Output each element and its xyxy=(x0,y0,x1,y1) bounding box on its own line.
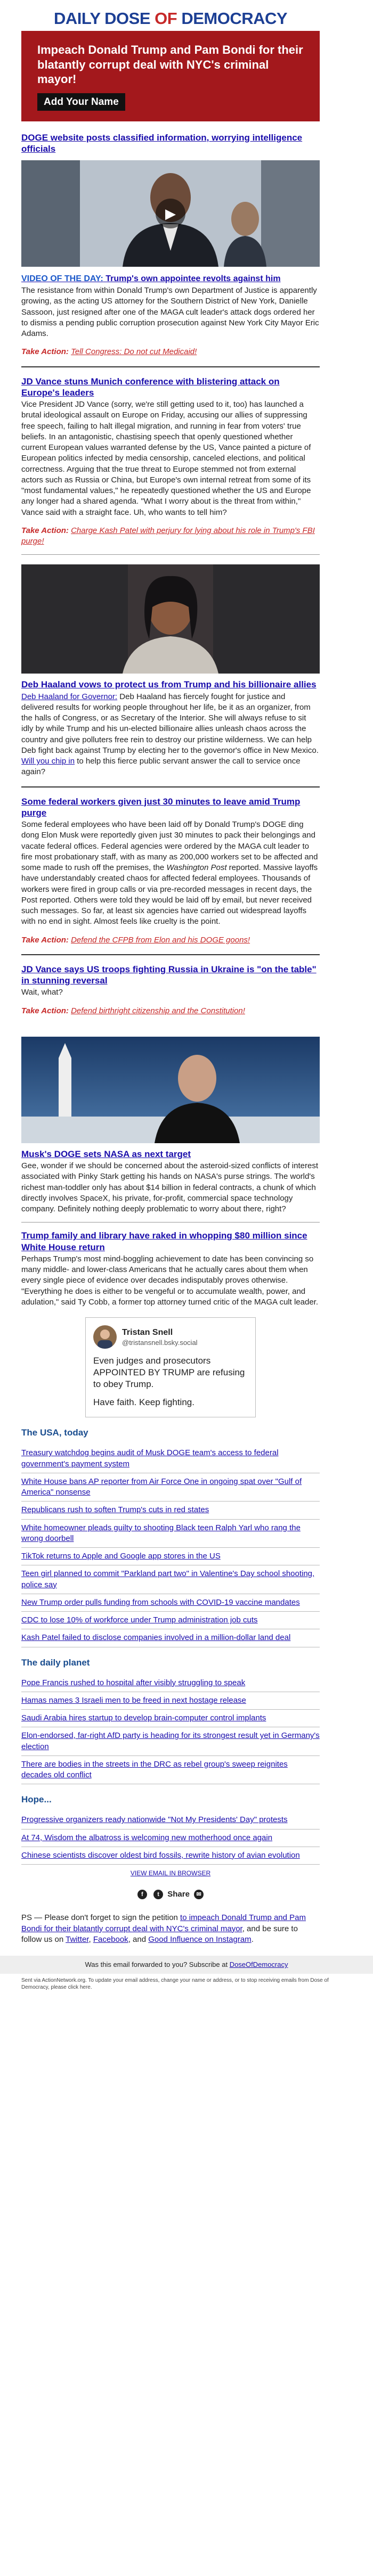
planet-item-link[interactable]: Hamas names 3 Israeli men to be freed in next hostage release xyxy=(21,1695,246,1705)
add-name-button[interactable]: Add Your Name xyxy=(37,93,125,111)
list-item[interactable] xyxy=(21,1594,320,1612)
vod-title: Trump's own appointee revolts against him xyxy=(103,274,281,283)
facebook-link[interactable]: Facebook xyxy=(93,1934,128,1944)
brand-logo[interactable] xyxy=(21,0,320,31)
haaland-headline-link[interactable]: Deb Haaland vows to protect us from Trump and his billionaire allies xyxy=(21,679,317,690)
take-action-cfpb xyxy=(21,935,320,946)
take-action-label: Take Action: xyxy=(21,1006,69,1015)
post-author-name: Tristan Snell xyxy=(122,1327,173,1337)
federal-body-part2: reported. Massive layoffs have understandably created chaos for affected federal employees. Thousands of workers were fired in group calls or via pre-recorded messages in recent days, the Post reported. Others were told they would be laid off by email, but never received such messages. So far, at least six agencies have carried out widespread layoffs with no end in sight. Almost feels like cruelty is the point. xyxy=(21,863,318,926)
usa-item-link[interactable]: Treasury watchdog begins audit of Musk DOGE team's access to federal government's payment system xyxy=(21,1448,279,1469)
federal-workers-link[interactable]: Some federal workers given just 30 minutes to leave amid Trump purge xyxy=(21,796,301,818)
cfpb-action-link[interactable]: Defend the CFPB from Elon and his DOGE goons! xyxy=(71,935,250,945)
library-body: Perhaps Trump's most mind-boggling achievement to date has been convincing so many middle- and lower-class Americans that he actually cares about them when every single piece of evidence over decades indisputably proves otherwise. "Everything he does is either to be vengeful or to accumulate wealth, power, and adulation," said Ty Cobb, a former top attorney turned critic of the MAGA cult leader. xyxy=(21,1254,319,1307)
list-item[interactable] xyxy=(21,1445,320,1473)
usa-item-link[interactable]: New Trump order pulls funding from schools with COVID-19 vaccine mandates xyxy=(21,1597,300,1607)
list-item[interactable] xyxy=(21,1473,320,1502)
take-action-label: Take Action: xyxy=(21,526,69,535)
twitter-link[interactable]: Twitter xyxy=(66,1934,89,1944)
take-action-label: Take Action: xyxy=(21,935,69,945)
take-action-medicaid xyxy=(21,347,320,357)
embedded-post[interactable] xyxy=(85,1317,256,1417)
instagram-link[interactable]: Good Influence on Instagram xyxy=(148,1934,252,1944)
patel-action-link[interactable]: Charge Kash Patel with perjury for lying about his role in Trump's FBI purge! xyxy=(21,526,315,546)
footer xyxy=(0,1956,373,1974)
banner-text: Impeach Donald Trump and Pam Bondi for their blatantly corrupt deal with NYC's criminal mayor! xyxy=(37,43,303,86)
view-in-browser-link[interactable]: VIEW EMAIL IN BROWSER xyxy=(130,1869,211,1877)
usa-item-link[interactable]: Teen girl planned to commit "Parkland part two" in Valentine's Day school shooting, police say xyxy=(21,1569,315,1589)
divider xyxy=(21,366,320,367)
twitter-icon[interactable]: t xyxy=(153,1890,163,1899)
video-thumbnail[interactable] xyxy=(21,160,320,267)
footer-text: Was this email forwarded to you? Subscribe at xyxy=(85,1960,230,1969)
list-item[interactable] xyxy=(21,1847,320,1865)
musk-nasa-photo[interactable] xyxy=(21,1037,320,1143)
musk-image xyxy=(21,1037,320,1143)
brand-part3: DEMOCRACY xyxy=(181,9,288,28)
musk-nasa-link[interactable]: Musk's DOGE sets NASA as next target xyxy=(21,1148,191,1159)
citizenship-action-link[interactable]: Defend birthright citizenship and the Constitution! xyxy=(71,1006,245,1015)
section-title-hope: Hope... xyxy=(21,1794,52,1805)
list-item[interactable] xyxy=(21,1612,320,1629)
email-icon[interactable]: ✉ xyxy=(194,1890,204,1899)
brand-part2: OF xyxy=(155,9,182,28)
list-item[interactable] xyxy=(21,1830,320,1847)
newsletter xyxy=(21,0,320,1945)
list-item[interactable] xyxy=(21,1629,320,1647)
vod-label: VIDEO OF THE DAY: xyxy=(21,274,103,283)
ps-text: , and be sure to follow us on xyxy=(21,1924,298,1944)
post-author-handle: @tristansnell.bsky.social xyxy=(122,1339,198,1347)
medicaid-action-link[interactable]: Tell Congress: Do not cut Medicaid! xyxy=(71,347,197,357)
vod-body: The resistance from within Donald Trump's own Department of Justice is apparently growing, as the acting US attorney for the Southern District of New York, Danielle Sassoon, just resigned after one of the MAGA cult leader's attack dogs ordered her to dismiss a pending public corruption prosecution against New York City Mayor Eric Adams. xyxy=(21,286,319,339)
divider xyxy=(21,954,320,955)
post-text-2: Have faith. Keep fighting. xyxy=(93,1397,194,1408)
top-story-link[interactable]: DOGE website posts classified information, worrying intelligence officials xyxy=(21,133,303,154)
nasa-body: Gee, wonder if we should be concerned about the asteroid-sized conflicts of interest associated with Pinky Stark getting his hands on NASA's purse strings. The world's richest man-toddler only has about $14 billion in federal contracts, a chunk of which directly involves SpaceX, his private, for-profit, commercial space technology company. Definitely nothing deeply problematic to worry about there, right? xyxy=(21,1161,318,1214)
list-item[interactable] xyxy=(21,1548,320,1565)
divider xyxy=(21,554,320,555)
hope-item-link[interactable]: At 74, Wisdom the albatross is welcoming new motherhood once again xyxy=(21,1833,273,1842)
federal-body xyxy=(21,819,320,928)
ps-and: , and xyxy=(128,1934,149,1944)
trump-library-link[interactable]: Trump family and library have raked in whopping $80 million since White House return xyxy=(21,1230,307,1252)
ps-comma: , xyxy=(88,1934,93,1944)
list-item[interactable] xyxy=(21,1692,320,1710)
hope-item-link[interactable]: Chinese scientists discover oldest bird fossils, rewrite history of avian evolution xyxy=(21,1850,300,1860)
ukraine-body: Wait, what? xyxy=(21,988,63,997)
brand-part1: DAILY DOSE xyxy=(53,9,151,28)
vance-ukraine-link[interactable]: JD Vance says US troops fighting Russia in Ukraine is "on the table" in stunning reversal xyxy=(21,964,317,986)
take-action-citizenship xyxy=(21,1006,320,1016)
play-icon[interactable]: ▶ xyxy=(156,199,185,228)
federal-body-part1: Some federal employees who have been laid off by Donald Trump's DOGE ding dong Elon Musk were reportedly given just 30 minutes to pack their belongings and vacate federal offices. Federal agencies were ordered by the MAGA cult leader to fire most probationary staff, with as many as 200,000 workers set to be affected and some made to rush off the premises, the xyxy=(21,820,318,873)
haaland-image xyxy=(21,564,320,674)
planet-news-list xyxy=(21,1675,320,1785)
take-action-label: Take Action: xyxy=(21,347,69,357)
subscribe-link[interactable]: DoseOfDemocracy xyxy=(229,1960,288,1969)
list-item[interactable] xyxy=(21,1675,320,1692)
petition-link[interactable]: to impeach Donald Trump and Pam Bondi for their blatantly corrupt deal with NYC's criminal mayor xyxy=(21,1913,306,1933)
avatar-image xyxy=(93,1325,117,1349)
haaland-photo[interactable] xyxy=(21,564,320,674)
list-item[interactable] xyxy=(21,1710,320,1727)
planet-item-link[interactable]: Elon-endorsed, far-right AfD party is heading for its strongest result yet in Germany's election xyxy=(21,1731,320,1751)
list-item[interactable] xyxy=(21,1727,320,1756)
share-bar xyxy=(21,1889,320,1900)
ps-text: PS — Please don't forget to sign the petition xyxy=(21,1913,181,1923)
list-item[interactable] xyxy=(21,1502,320,1519)
facebook-icon[interactable]: f xyxy=(137,1890,147,1899)
share-label: Share xyxy=(167,1890,190,1899)
legal-text: Sent via ActionNetwork.org. To update your email address, change your name or address, or to stop receiving emails from Dose of Democracy, please click here. xyxy=(21,1977,329,1991)
vance-body: Vice President JD Vance (sorry, we're still getting used to it, too) has launched a brutal ideological assault on Europe on Friday, accusing our allies of suppressing free speech, failing to halt illegal migration, and running in fear from voters' true beliefs. In an antagonistic, chastising speech that openly questioned whether current European values warranted defense by the US, Vance painted a picture of European politics infected by media censorship, canceled elections, and political correctness. Arguing that the true threat to Europe stemmed not from external actors such as Russia or China, but Europe's own internal retreat from some of its "most fundamental values," he repeatedly questioned whether the US and Europe any longer had a shared agenda. "What I worry about is the threat from within," Vance said with a straight face. Uh, who wants to tell him? xyxy=(21,400,311,517)
take-action-patel xyxy=(21,526,320,547)
petition-banner[interactable] xyxy=(21,31,320,121)
paper-name: Washington Post xyxy=(166,863,227,873)
divider xyxy=(21,786,320,787)
usa-item-link[interactable]: Kash Patel failed to disclose companies involved in a million-dollar land deal xyxy=(21,1633,291,1643)
usa-item-link[interactable]: White homeowner pleads guilty to shooting Black teen Ralph Yarl who rang the wrong doorbell xyxy=(21,1523,301,1543)
planet-item-link[interactable]: Saudi Arabia hires startup to develop brain-computer control implants xyxy=(21,1713,266,1723)
usa-item-link[interactable]: Republicans rush to soften Trump's cuts in red states xyxy=(21,1505,209,1515)
hope-item-link[interactable]: Progressive organizers ready nationwide "Not My Presidents' Day" protests xyxy=(21,1815,288,1825)
planet-item-link[interactable]: Pope Francis rushed to hospital after visibly struggling to speak xyxy=(21,1678,246,1687)
video-of-the-day-link[interactable] xyxy=(21,273,320,285)
planet-item-link[interactable]: There are bodies in the streets in the DRC as rebel group's sweep reignites decades old conflict xyxy=(21,1759,288,1780)
list-item[interactable] xyxy=(21,1565,320,1594)
hope-news-list xyxy=(21,1811,320,1865)
list-item[interactable] xyxy=(21,1756,320,1785)
haaland-body-part1: Deb Haaland has fiercely fought for justice and delivered results for working people throughout her life, be it as an organizer, from the halls of Congress, or as Secretary of the Interior. She will always refuse to sit idly by while Trump and his un-elected billionaire allies unleash chaos across the country and give polluters free rein to destroy our pristine wilderness. We can help Deb fight back against Trump by electing her to the governor's office in New Mexico. xyxy=(21,692,319,755)
usa-item-link[interactable]: TikTok returns to Apple and Google app stores in the US xyxy=(21,1552,221,1561)
usa-news-list xyxy=(21,1445,320,1647)
vance-munich-link[interactable]: JD Vance stuns Munich conference with blistering attack on Europe's leaders xyxy=(21,376,280,398)
ps-end: . xyxy=(251,1934,254,1944)
list-item[interactable] xyxy=(21,1811,320,1829)
divider xyxy=(21,1222,320,1223)
post-text: Even judges and prosecutors APPOINTED BY TRUMP are refusing to obey Trump. xyxy=(93,1356,245,1390)
haaland-governor-link[interactable]: Deb Haaland for Governor: xyxy=(21,692,118,701)
list-item[interactable] xyxy=(21,1520,320,1548)
chip-in-link[interactable]: Will you chip in xyxy=(21,757,75,766)
haaland-body xyxy=(21,692,320,778)
section-title-usa: The USA, today xyxy=(21,1428,88,1438)
haaland-body-part2: to help this fierce public servant answer the call to service once again? xyxy=(21,757,301,777)
usa-item-link[interactable]: White House bans AP reporter from Air Force One in ongoing spat over "Gulf of America" nonsense xyxy=(21,1476,302,1497)
ps-paragraph xyxy=(21,1913,320,1945)
section-title-planet: The daily planet xyxy=(21,1657,90,1668)
usa-item-link[interactable]: CDC to lose 10% of workforce under Trump administration job cuts xyxy=(21,1615,258,1625)
avatar xyxy=(93,1325,117,1349)
